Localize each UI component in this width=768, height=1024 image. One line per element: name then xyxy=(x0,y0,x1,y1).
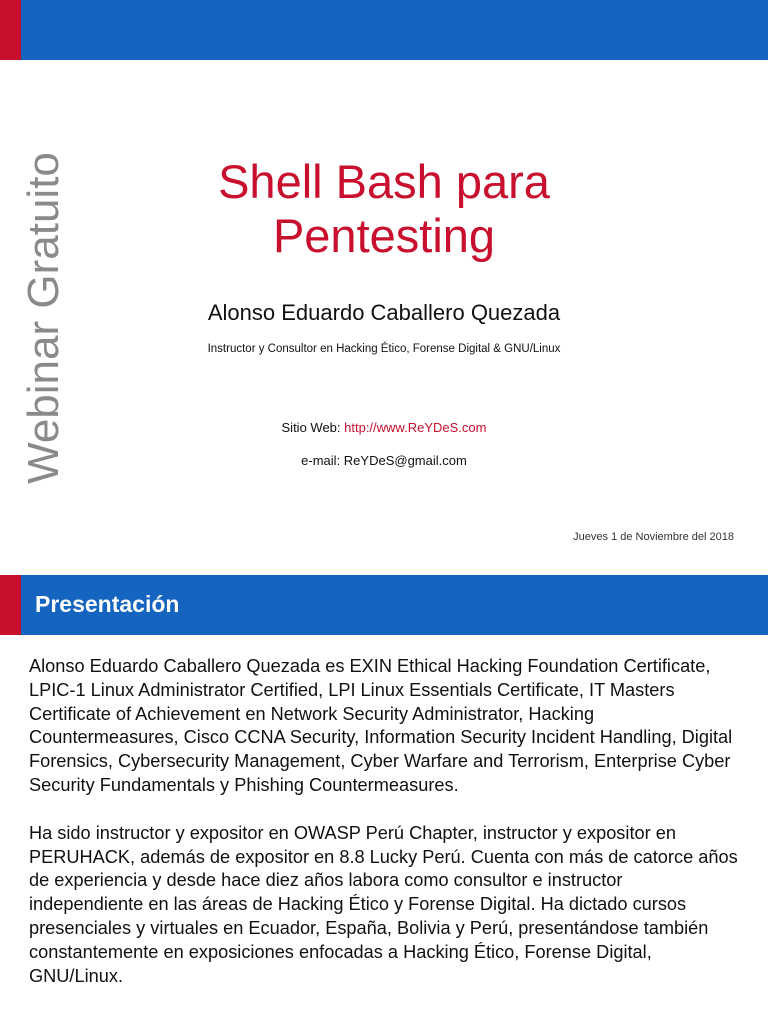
author-role: Instructor y Consultor en Hacking Ético, Forense Digital & GNU/Linux xyxy=(207,343,561,355)
slide-header-bar xyxy=(0,0,768,60)
author-name: Alonso Eduardo Caballero Quezada xyxy=(207,300,561,325)
header-accent-bar xyxy=(0,0,21,60)
website-link[interactable]: http://www.ReYDeS.com xyxy=(344,420,487,435)
website-line xyxy=(100,420,668,435)
presentation-date: Jueves 1 de Noviembre del 2018 xyxy=(573,531,734,543)
presentation-body xyxy=(29,655,739,1012)
email-label: e-mail: xyxy=(301,453,344,468)
section-header-accent xyxy=(0,575,21,635)
webinar-side-label: Webinar Gratuito xyxy=(19,152,68,484)
body-paragraph: Alonso Eduardo Caballero Quezada es EXIN Ethical Hacking Foundation Certificate, LPIC-1 Linux Administrator Certified, LPI Linux Essentials Certificate, IT Masters Certificate of Achievement en Network Security Administrator, Hacking Countermeasures, Cisco CCNA Security, Information Security Incident Handling, Digital Forensics, Cybersecurity Management, Cyber Warfare and Terrorism, Enterprise Cyber Security Fundamentals y Phishing Countermeasures. xyxy=(29,656,733,795)
website-label: Sitio Web: xyxy=(281,420,345,435)
email-line xyxy=(100,453,668,468)
section-header-bar xyxy=(0,575,768,635)
slide-title: Shell Bash para Pentesting xyxy=(218,155,550,262)
email-address: ReYDeS@gmail.com xyxy=(343,453,467,468)
body-paragraph: Ha sido instructor y expositor en OWASP Perú Chapter, instructor y expositor en PERUHACK, además de expositor en 8.8 Lucky Perú. Cuenta con más de catorce años de experiencia y desde hace diez años labora como consultor e instructor independiente en las áreas de Hacking Ético y Forense Digital. Ha dictado cursos presenciales y virtuales en Ecuador, España, Bolivia y Perú, presentándose también constantemente en exposiciones enfocadas a Hacking Ético, Forense Digital, GNU/Linux. xyxy=(29,822,738,986)
section-title: Presentación xyxy=(35,591,180,617)
